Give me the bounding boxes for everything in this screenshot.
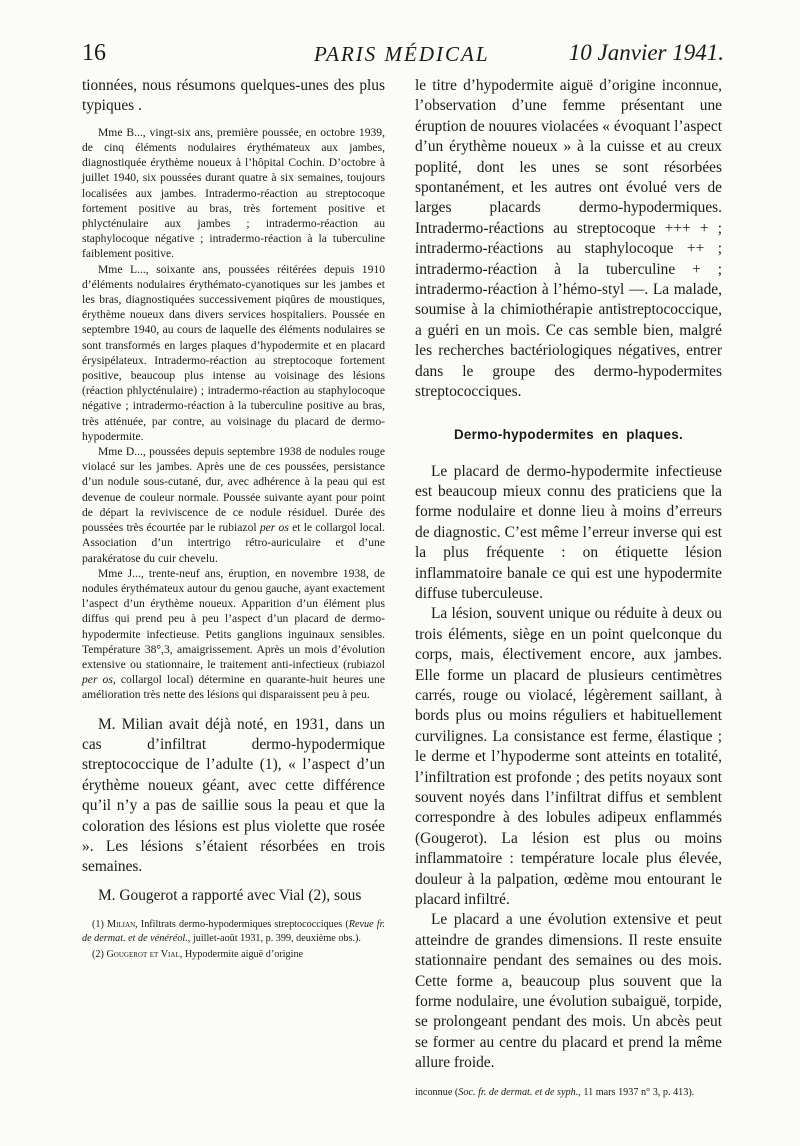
footnote-2: (2) Gougerot et Vial, Hypodermite aiguë d’origine bbox=[92, 949, 304, 961]
gougerot-paragraph: M. Gougerot a rapporté avec Vial (2), sous bbox=[98, 886, 362, 904]
footnote-1: (1) Milian, Infiltrats dermo-hypodermiques streptococciques (Revue fr. de dermat. et de vénéréol., juillet-août 1931, p. 399, deuxième obs.). bbox=[82, 919, 386, 945]
running-head bbox=[82, 40, 724, 72]
footnote-continuation bbox=[415, 1086, 722, 1100]
case-report-j: Mme J..., trente-neuf ans, éruption, en novembre 1938, de nodules érythémateux autour du genou gauche, ayant exactement l’aspect d’un érythème noueux. Apparition d’un élément plus diffus qui prend peu à peu l’aspect d’un placard de dermo-hypodermite infectieuse. Petits ganglions inguinaux sensibles. Température 38°,3, amaigrissement. Après un mois d’évolution extensive ou stationnaire, le traitement anti-infectieux (rubiazol per os, collargol local) détermine en quarante-huit heures une amélioration très nette des lésions qui disparaissent peu à peu. bbox=[82, 566, 385, 702]
issue-date: 10 Janvier 1941. bbox=[568, 40, 724, 65]
footnotes bbox=[82, 918, 385, 962]
evolution-paragraph: Le placard a une évolution extensive et peut atteindre de grandes dimensions. Il reste ensuite stationnaire pendant des semaines ou des mois. Cette forme a, beaucoup plus souvent que la forme nodulaire, une évolution subaiguë, torpide, se prolongeant pendant des mois. Un abcès peut se former au centre du placard et prend la même allure froide. bbox=[415, 911, 722, 1072]
page-number: 16 bbox=[82, 40, 106, 66]
journal-title: PARIS MÉDICAL bbox=[314, 42, 490, 66]
placard-paragraph: Le placard de dermo-hypodermite infectieuse est beaucoup mieux connu des praticiens que la forme nodulaire et donne lieu à moins d’erreurs de diagnostic. C’est même l’erreur inverse qui est la plus fréquente : on étiquette lésion inflammatoire banale ce qui est une hypodermite diffuse tuberculeuse. bbox=[415, 462, 722, 602]
left-column bbox=[82, 76, 385, 964]
intro-paragraph: tionnées, nous résumons quelques-unes des plus typiques . bbox=[82, 77, 385, 115]
milian-paragraph: M. Milian avait déjà noté, en 1931, dans un cas d’infiltrat dermo-hypodermique streptococcique de l’adulte (1), « l’aspect d’un érythème noueux géant, avec cette différence qu’il n’y a pas de saillie sous la peau et que la coloration des lésions est plus violette que rosée ». Les lésions s’étaient résorbées en trois semaines. bbox=[82, 715, 385, 876]
lesion-paragraph: La lésion, souvent unique ou réduite à deux ou trois éléments, siège en un point quelconque du corps, mais, électivement encore, aux jambes. Elle forme un placard de plusieurs centimètres carrés, rouge ou violacé, légèrement saillant, à bords plus ou moins réguliers et habituellement curvilignes. La consistance est ferme, élastique ; le derme et l’hypoderme sont atteints en totalité, l’infiltration est profonde ; des petits noyaux sont souvent noyés dans l’infiltrat diffus et semblent correspondre à des lobules adipeux enflammés (Gougerot). La lésion est plus ou moins inflammatoire : température locale plus élevée, douleur à la palpation, œdème mou entourant le placard infiltré. bbox=[415, 605, 722, 909]
case-report-l: Mme L..., soixante ans, poussées réitérées depuis 1910 d’éléments nodulaires érythémato-cyanotiques sur les jambes et les bras, diagnostiquées successivement piqûres de moustiques, érythème noueux dans divers services hospitaliers. Poussée en septembre 1940, au cours de laquelle des éléments nodulaires se sont transformés en larges plaques d’hypodermite et en placard érysipélateux. Intradermo-réaction au streptocoque fortement positive, beaucoup plus intense au voisinage des lésions (réaction phlycténulaire) ; intradermo-réaction au staphylocoque négative ; intradermo-réaction à la tuberculine positive au bras, très atténuée, par contre, au voisinage du placard de dermo-hypodermite. bbox=[82, 262, 385, 443]
case-report-d: Mme D..., poussées depuis septembre 1938 de nodules rouge violacé sur les jambes. Après une de ces poussées, persistance d’un nodule sous-cutané, dur, avec adhérence à la peau qui est devenue de couleur normale. Poussée suivante ayant pour point de départ la reviviscence de ce nodule résiduel. Durée des poussées très écourtée par le rubiazol per os et le collargol local. Association d’un intertrigo rétro-auriculaire et d’une parakératose du cuir chevelu. bbox=[82, 445, 385, 565]
right-column bbox=[415, 76, 722, 1100]
case-report-b: Mme B..., vingt-six ans, première poussée, en octobre 1939, de cinq éléments nodulaires érythémateux aux jambes, diagnostiquée érythème noueux à l’hôpital Cochin. D’octobre à juillet 1940, six poussées durant quatre à six semaines, toujours localisées aux jambes. Intradermo-réaction au streptocoque fortement positive au bras, très fortement positive et phlycténulaire aux jambes ; intradermo-réaction au staphylocoque négative ; intradermo-réaction à la tuberculine faiblement positive. bbox=[82, 125, 385, 261]
hypodermite-observation: le titre d’hypodermite aiguë d’origine inconnue, l’observation d’une femme présentant une éruption de nouures violacées « évoquant l’aspect d’un érythème noueux » à la cuisse et au creux poplité, dont les unes se sont résorbées spontanément, et les autres ont évolué vers de larges placards dermo-hypodermiques. Intradermo-réactions au streptocoque +++ + ; intradermo-réactions au staphylocoque ++ ; intradermo-réaction à la tuberculine + ; intradermo-réaction à l’hémo-styl —. La malade, soumise à la chimiothérapie antistreptococcique, a guéri en un mois. Ce cas semble bien, malgré les recherches bactériologiques négatives, entrer dans le groupe des dermo-hypodermites streptococciques. bbox=[415, 77, 722, 401]
section-heading: Dermo-hypodermites en plaques. bbox=[453, 426, 684, 442]
footnote-2-continued: inconnue (Soc. fr. de dermat. et de syph., 11 mars 1937 n° 3, p. 413). bbox=[415, 1086, 695, 1098]
